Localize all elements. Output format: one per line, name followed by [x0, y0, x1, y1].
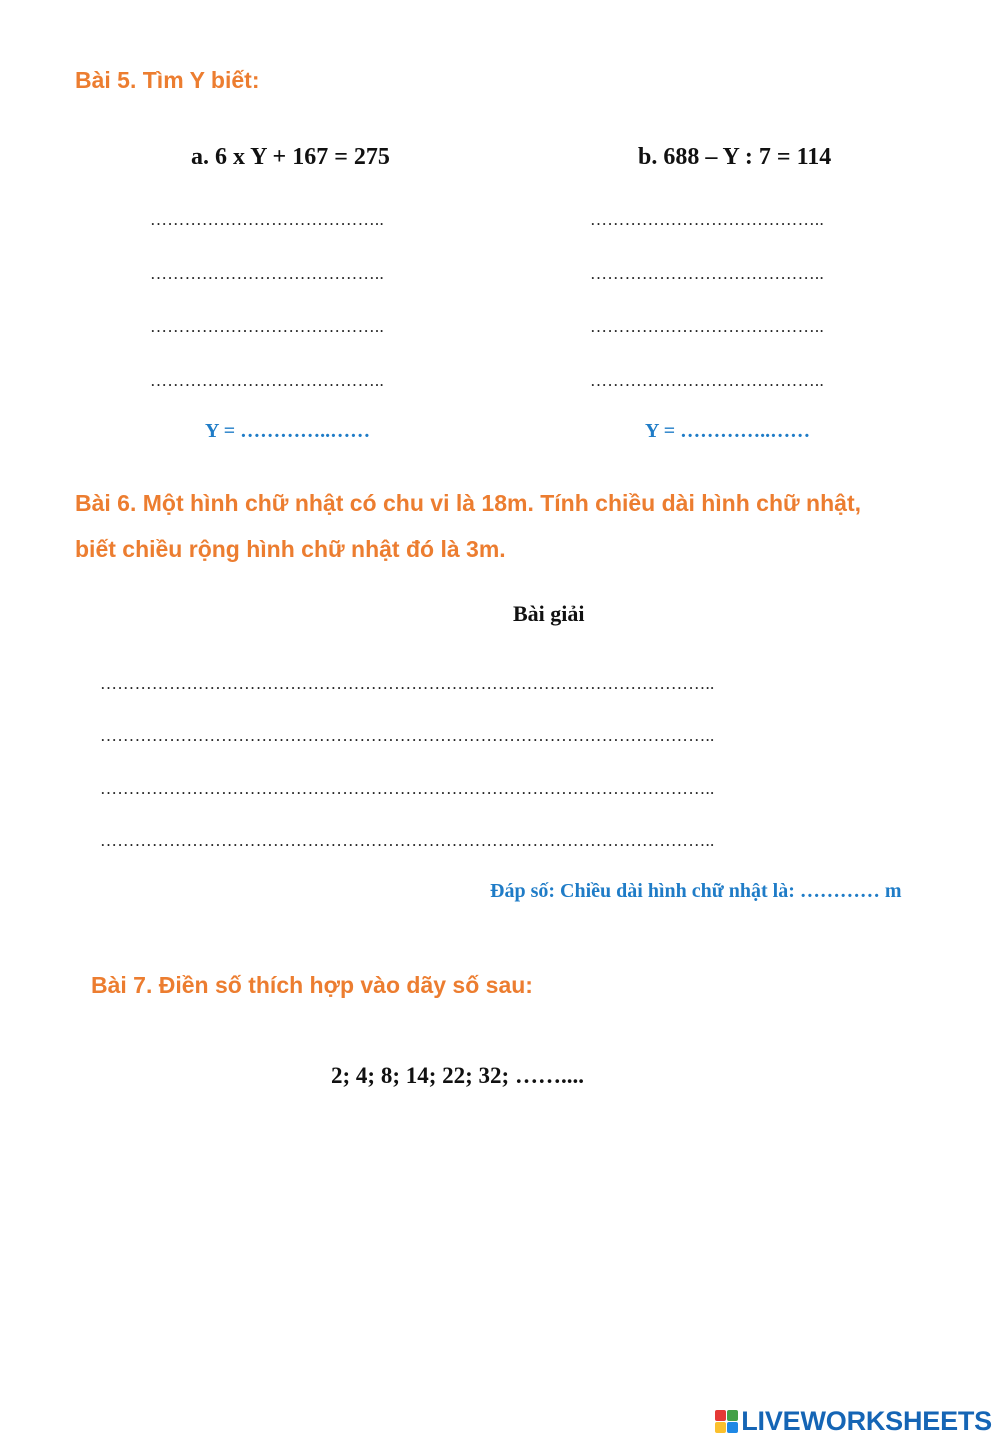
- bai6-work-line[interactable]: ……………………………………………………………………………………………..: [100, 831, 715, 850]
- logo-block: [727, 1410, 738, 1421]
- bai7-heading: Bài 7. Điền số thích hợp vào dãy số sau:: [91, 972, 533, 998]
- bai5-equation-b: b. 688 – Y : 7 = 114: [638, 144, 832, 170]
- logo-block: [715, 1410, 726, 1421]
- liveworksheets-logo: [715, 1406, 992, 1437]
- bai6-work-line[interactable]: ……………………………………………………………………………………………..: [100, 726, 715, 745]
- bai5-a-answer-field[interactable]: Y = …………..……: [205, 420, 371, 442]
- logo-block: [727, 1422, 738, 1433]
- bai6-answer-field[interactable]: Đáp số: Chiều dài hình chữ nhật là: ………… m: [490, 880, 902, 902]
- bai6-heading-line2: biết chiều rộng hình chữ nhật đó là 3m.: [75, 536, 506, 562]
- bai6-work-line[interactable]: ……………………………………………………………………………………………..: [100, 779, 715, 798]
- bai5-a-work-line[interactable]: …………………………………..: [150, 317, 384, 336]
- bai5-b-work-line[interactable]: …………………………………..: [590, 264, 824, 283]
- bai6-heading-line1: Bài 6. Một hình chữ nhật có chu vi là 18m. Tính chiều dài hình chữ nhật,: [75, 490, 861, 516]
- bai6-work-line[interactable]: ……………………………………………………………………………………………..: [100, 674, 715, 693]
- bai5-a-work-line[interactable]: …………………………………..: [150, 210, 384, 229]
- bai7-sequence[interactable]: 2; 4; 8; 14; 22; 32; ……....: [331, 1063, 584, 1088]
- bai5-b-work-line[interactable]: …………………………………..: [590, 371, 824, 390]
- logo-blocks-icon: [715, 1410, 738, 1433]
- bai5-equation-a: a. 6 x Y + 167 = 275: [191, 144, 390, 170]
- bai5-b-work-line[interactable]: …………………………………..: [590, 210, 824, 229]
- logo-block: [715, 1422, 726, 1433]
- bai5-a-work-line[interactable]: …………………………………..: [150, 264, 384, 283]
- logo-text: LIVEWORKSHEETS: [741, 1406, 992, 1436]
- bai5-a-work-line[interactable]: …………………………………..: [150, 371, 384, 390]
- bai5-heading: Bài 5. Tìm Y biết:: [75, 67, 260, 93]
- bai6-solution-title: Bài giải: [513, 601, 585, 626]
- bai5-b-answer-field[interactable]: Y = …………..……: [645, 420, 811, 442]
- bai5-b-work-line[interactable]: …………………………………..: [590, 317, 824, 336]
